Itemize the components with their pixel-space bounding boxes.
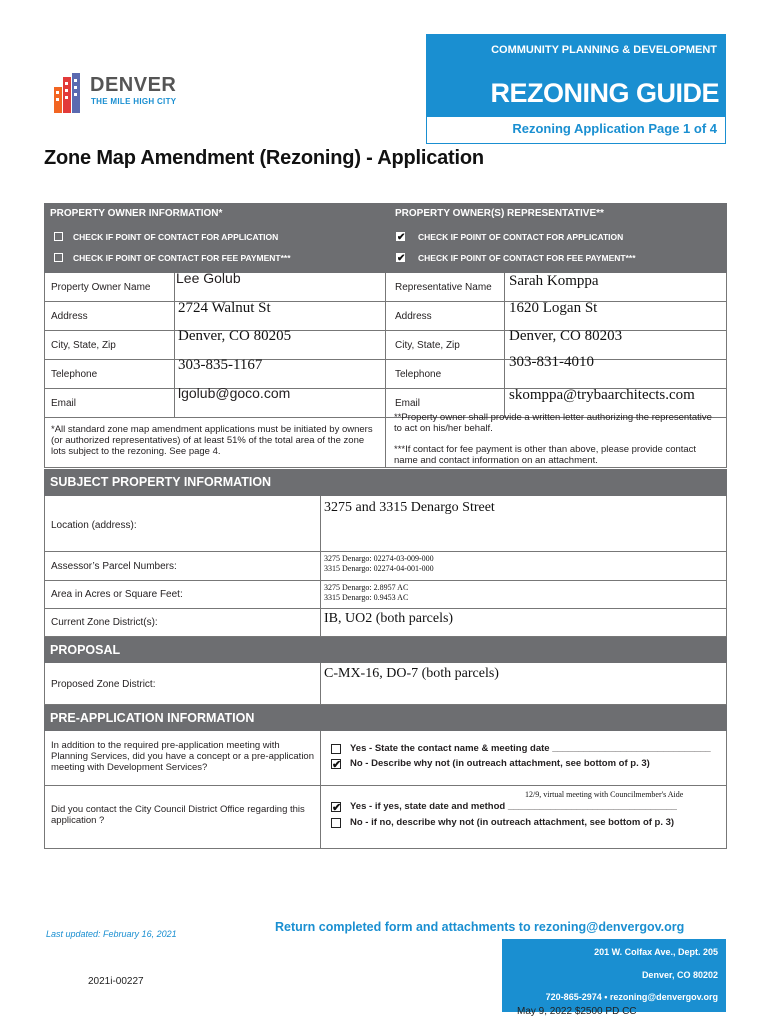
proposal-divider bbox=[320, 663, 321, 705]
subject-header-bar bbox=[44, 469, 727, 496]
rep-email-value[interactable]: skomppa@trybaarchitects.com bbox=[509, 387, 695, 403]
area-label: Area in Acres or Square Feet: bbox=[51, 589, 183, 600]
field-label: City, State, Zip bbox=[395, 340, 460, 351]
check-mark-icon: ✔ bbox=[397, 232, 406, 243]
row-line bbox=[44, 608, 727, 609]
address-line-3: 720-865-2974 • rezoning@denvergov.org bbox=[545, 992, 718, 1002]
parcel-line: 3275 Denargo: 02274-03-009-000 bbox=[324, 554, 434, 563]
field-label: Email bbox=[395, 398, 421, 409]
location-value[interactable]: 3275 and 3315 Denargo Street bbox=[324, 500, 495, 515]
row-line bbox=[44, 785, 727, 786]
field-label: City, State, Zip bbox=[51, 340, 116, 351]
field-label: Representative Name bbox=[395, 282, 492, 293]
field-label: Email bbox=[51, 398, 77, 409]
rep-fee-label: CHECK IF POINT OF CONTACT FOR FEE PAYMENT*** bbox=[418, 253, 636, 263]
subject-divider bbox=[320, 496, 321, 637]
form-title: Zone Map Amendment (Rezoning) - Application bbox=[44, 147, 484, 169]
q2-no-label: No - if no, describe why not (in outreach attachment, see bottom of p. 3) bbox=[350, 817, 675, 828]
preapp-header-bar bbox=[44, 705, 727, 731]
check-mark-icon: ✔ bbox=[397, 253, 406, 264]
owner-name-row bbox=[44, 270, 386, 302]
page-label: Rezoning Application Page 1 of 4 bbox=[512, 121, 717, 136]
address-line-1: 201 W. Colfax Ave., Dept. 205 bbox=[594, 947, 718, 957]
stamp-id: 2021i-00227 bbox=[88, 976, 144, 987]
rep-phone-row bbox=[386, 354, 727, 389]
guide-title: REZONING GUIDE bbox=[490, 78, 719, 108]
preapp-question-1: In addition to the required pre-application meeting with Planning Services, did you have a concept or a pre-application meeting with Development Services? bbox=[51, 740, 314, 773]
field-label: Telephone bbox=[395, 369, 442, 380]
owner-heading: PROPERTY OWNER INFORMATION* bbox=[50, 208, 223, 219]
proposal-heading: PROPOSAL bbox=[50, 643, 121, 657]
proposed-label: Proposed Zone District: bbox=[51, 679, 156, 690]
rep-name-value[interactable]: Sarah Komppa bbox=[509, 273, 599, 289]
area-line: 3275 Denargo: 2.8957 AC bbox=[324, 583, 409, 592]
rep-name-row bbox=[386, 273, 727, 302]
rep-city-value[interactable]: Denver, CO 80203 bbox=[509, 328, 623, 344]
q2-yes-checkbox[interactable] bbox=[331, 802, 341, 812]
owner-email-value[interactable]: lgolub@goco.com bbox=[178, 385, 291, 401]
rep-note-fee: ***If contact for fee payment is other than above, please provide contact name and contact information on an attachment. bbox=[394, 444, 697, 466]
owner-fields bbox=[44, 270, 386, 418]
row-line bbox=[44, 580, 727, 581]
owner-city-row bbox=[44, 328, 386, 360]
logo-tagline: THE MILE HIGH CITY bbox=[91, 97, 177, 106]
rep-phone-value[interactable]: 303-831-4010 bbox=[509, 354, 594, 370]
parcel-label: Assessor’s Parcel Numbers: bbox=[51, 561, 177, 572]
field-label: Address bbox=[51, 311, 88, 322]
owner-city-value[interactable]: Denver, CO 80205 bbox=[178, 328, 292, 344]
subject-heading: SUBJECT PROPERTY INFORMATION bbox=[50, 475, 272, 489]
logo-wordmark: DENVER bbox=[90, 74, 177, 96]
last-updated: Last updated: February 16, 2021 bbox=[46, 929, 177, 939]
area-line: 3315 Denargo: 0.9453 AC bbox=[324, 593, 409, 602]
rep-fee-checkbox[interactable] bbox=[396, 253, 405, 262]
owner-fee-checkbox[interactable] bbox=[54, 253, 63, 262]
rep-contact-label: CHECK IF POINT OF CONTACT FOR APPLICATION bbox=[418, 232, 624, 242]
q2-no-checkbox[interactable] bbox=[331, 818, 341, 828]
rep-heading: PROPERTY OWNER(S) REPRESENTATIVE** bbox=[395, 208, 604, 219]
return-instructions: Return completed form and attachments to rezoning@denvergov.org bbox=[275, 920, 685, 934]
zone-value[interactable]: IB, UO2 (both parcels) bbox=[324, 611, 454, 626]
rep-note-authorization: **Property owner shall provide a written letter authorizing the representative to act on his/her behalf. bbox=[394, 412, 712, 434]
proposed-value[interactable]: C-MX-16, DO-7 (both parcels) bbox=[324, 666, 499, 681]
q1-yes-checkbox[interactable] bbox=[331, 744, 341, 754]
parcel-line: 3315 Denargo: 02274-04-001-000 bbox=[324, 564, 434, 573]
owner-email-row bbox=[44, 385, 386, 418]
department-name: COMMUNITY PLANNING & DEVELOPMENT bbox=[491, 44, 717, 56]
preapp-heading: PRE-APPLICATION INFORMATION bbox=[50, 711, 255, 725]
check-mark-icon: ✔ bbox=[332, 759, 342, 771]
field-label: Telephone bbox=[51, 369, 98, 380]
location-label: Location (address): bbox=[51, 520, 137, 531]
q2-yes-label: Yes - if yes, state date and method ________________________________ bbox=[350, 801, 677, 812]
owner-fee-label: CHECK IF POINT OF CONTACT FOR FEE PAYMENT*** bbox=[73, 253, 291, 263]
field-label: Property Owner Name bbox=[51, 282, 151, 293]
field-label: Address bbox=[395, 311, 432, 322]
rep-contact-checkbox[interactable] bbox=[396, 232, 405, 241]
footer-address-box bbox=[502, 939, 726, 1012]
owner-note: *All standard zone map amendment applications must be initiated by owners (or authorized representatives) of at least 51% of the total area of the zone lots subject to the rezoning. See page 4. bbox=[51, 424, 373, 457]
owner-address-value[interactable]: 2724 Walnut St bbox=[178, 300, 271, 316]
parcel-value[interactable] bbox=[324, 554, 434, 574]
q1-no-checkbox[interactable] bbox=[331, 759, 341, 769]
denver-logo-icon bbox=[54, 73, 86, 113]
proposal-header-bar bbox=[44, 637, 727, 663]
zone-label: Current Zone District(s): bbox=[51, 617, 158, 628]
stamp-date: May 9, 2022 $2500 PD CC bbox=[517, 1006, 637, 1017]
area-value[interactable] bbox=[324, 583, 408, 603]
owner-phone-value[interactable]: 303-835-1167 bbox=[178, 357, 263, 373]
owner-address-row bbox=[44, 302, 386, 331]
owner-contact-label: CHECK IF POINT OF CONTACT FOR APPLICATION bbox=[73, 232, 279, 242]
owner-name-value[interactable]: Lee Golub bbox=[176, 270, 241, 286]
check-mark-icon: ✔ bbox=[332, 802, 342, 814]
q2-note[interactable]: 12/9, virtual meeting with Councilmember's Aide bbox=[525, 790, 684, 799]
rep-address-row bbox=[386, 302, 727, 331]
q1-yes-label: Yes - State the contact name & meeting date ______________________________ bbox=[350, 743, 711, 754]
address-line-2: Denver, CO 80202 bbox=[641, 970, 718, 980]
row-line bbox=[44, 551, 727, 552]
rep-address-value[interactable]: 1620 Logan St bbox=[509, 300, 598, 316]
owner-contact-checkbox[interactable] bbox=[54, 232, 63, 241]
preapp-question-2: Did you contact the City Council District Office regarding this application ? bbox=[51, 804, 305, 826]
preapp-divider bbox=[320, 731, 321, 849]
rep-fields bbox=[386, 273, 727, 418]
q1-no-label: No - Describe why not (in outreach attachment, see bottom of p. 3) bbox=[350, 758, 650, 769]
